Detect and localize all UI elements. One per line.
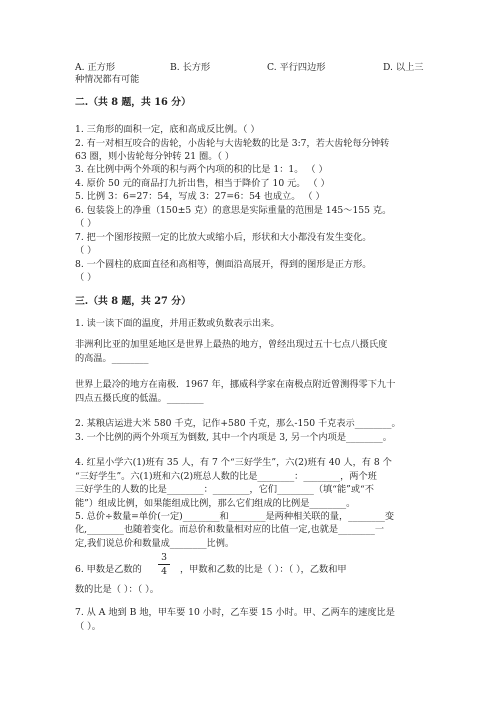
s3-q1: 1. 读一读下面的温度，并用正数或负数表示出来。 [75,318,280,329]
s3-q4-line4: 能”）组成比例，如果能组成比例，那么它们组成的比例是________。 [75,498,356,509]
s2-q8-line1: 8. 一个圆柱的底面直径和高相等，侧面沿高展开，得到的图形是正方形。 [75,259,372,270]
s2-q2-line1: 2. 有一对相互咬合的齿轮，小齿轮与大齿轮数的比是 3:7，若大齿轮每分钟转 [75,138,390,149]
option-c: C. 平行四边形 [267,62,326,73]
fraction-three-quarters [158,552,170,577]
s3-q7-line2: （ ）。 [75,621,101,632]
s3-q5-line1: 5. 总价÷数量=单价(一定)________和________是两种相关联的量，________变 [75,511,395,522]
s3-q1-para1-line1: 非洲利比亚的加里延地区是世界上最热的地方，曾经出现过五十七点八摄氏度 [75,339,388,350]
s3-q6-line1-end: ，甲数和乙数的比是（ ）：（ ），乙数和甲 [180,564,347,575]
s3-q1-para2-line1: 世界上最冷的地方在南极．1967 年，挪威科学家在南极点附近曾测得零下九十 [75,379,396,390]
s2-q8-line2: （ ） [75,272,97,283]
s3-q6-line2: 数的比是（ ）：（ ）。 [75,584,159,595]
option-d: D. 以上三 [383,62,424,73]
s2-q3: 3. 在比例中两个外项的积与两个内项的积的比是 1：1。 （ ） [75,164,328,175]
s3-q4-line2: “三好学生”。六(1)班和六(2)班总人数的比是________：________，两个班 [75,471,377,482]
s2-q2-line2: 63 圈，则小齿轮每分钟转 21 圈。（ ） [75,151,235,162]
s3-q1-para2-line2: 四点五摄氏度的低温。________ [75,393,204,404]
fraction-bar [158,564,170,565]
s2-q6-line1: 6. 包装袋上的净重（150±5 克）的意思是实际重量的范围是 145～155 克。 [75,205,392,216]
s3-q4-line1: 4. 红星小学六(1)班有 35 人，有 7 个“三好学生”，六(2)班有 40 人，有 8 个 [75,457,392,468]
s2-q5: 5. 比例 3：6=27：54，写成 3：27=6：54 也成立。 （ ） [75,191,325,202]
s3-q5-line3: 定,我们说总价和数量成________比例。 [75,538,235,549]
s2-q6-line2: （ ） [75,218,97,229]
s2-q1: 1. 三角形的面积一定，底和高成反比例。（ ） [75,124,260,135]
s2-q4: 4. 原价 50 元的商品打九折出售，相当于降价了 10 元。 （ ） [75,178,330,189]
option-d-continued: 种情况都有可能 [75,74,140,85]
s3-q1-para1-line2: 的高温。________ [75,353,149,364]
s3-q2: 2. 某粮店运进大米 580 千克，记作+580 千克，那么-150 千克表示________。 [75,418,401,429]
s2-q7-line2: （ ） [75,245,97,256]
s2-q7-line1: 7. 把一个图形按照一定的比放大或缩小后，形状和大小都没有发生变化。 [75,232,372,243]
s3-q7-line1: 7. 从 A 地到 B 地，甲车要 10 小时，乙车要 15 小时。甲、乙两车的速度比是 [75,607,395,618]
s3-q3: 3. 一个比例的两个外项互为倒数, 其中一个内项是 3, 另一个内项是________。 [75,432,392,443]
s3-q5-line2: 化,________也随着变化。而总价和数量相对应的比值一定,也就是________一 [75,524,385,535]
option-a: A. 正方形 [75,62,116,73]
section-3-heading: 三.（共 8 题，共 27 分） [75,296,191,307]
fraction-denominator: 4 [161,566,167,577]
s3-q4-line3: 三好学生的人数的比是________：________，它们________（填“能”或“不 [75,484,374,495]
s3-q6-line1-start: 6. 甲数是乙数的 [75,564,142,575]
section-2-heading: 二.（共 8 题，共 16 分） [75,97,191,108]
option-b: B. 长方形 [170,62,211,73]
fraction-numerator: 3 [161,552,167,563]
